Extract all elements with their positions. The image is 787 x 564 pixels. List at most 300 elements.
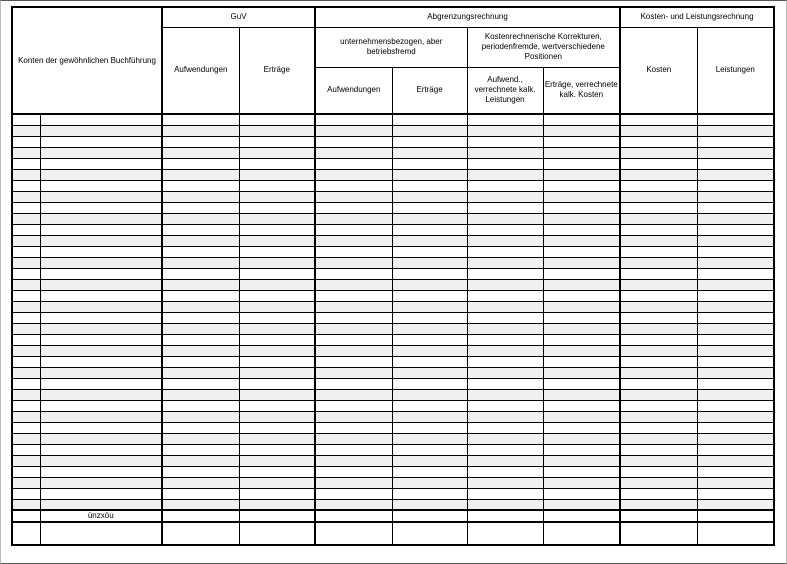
empty-cell	[620, 257, 697, 268]
empty-cell	[392, 422, 467, 433]
empty-cell	[620, 455, 697, 466]
empty-cell	[162, 444, 239, 455]
empty-cell	[315, 147, 392, 158]
empty-cell	[239, 411, 315, 422]
empty-cell	[543, 455, 620, 466]
empty-cell	[162, 411, 239, 422]
empty-cell	[315, 411, 392, 422]
empty-cell	[543, 114, 620, 125]
empty-cell	[315, 444, 392, 455]
empty-cell	[239, 180, 315, 191]
empty-cell	[40, 444, 162, 455]
empty-cell	[239, 466, 315, 477]
empty-cell	[239, 246, 315, 257]
empty-cell	[467, 290, 543, 301]
empty-cell	[12, 312, 40, 323]
empty-cell	[12, 411, 40, 422]
table-row	[12, 422, 774, 433]
empty-cell	[467, 356, 543, 367]
empty-cell	[392, 147, 467, 158]
empty-cell	[620, 499, 697, 510]
empty-cell	[467, 224, 543, 235]
empty-cell	[697, 158, 774, 169]
empty-cell	[543, 202, 620, 213]
empty-cell	[697, 147, 774, 158]
empty-cell	[392, 235, 467, 246]
empty-cell	[315, 522, 392, 545]
empty-cell	[315, 158, 392, 169]
table-row	[12, 389, 774, 400]
empty-cell	[467, 433, 543, 444]
empty-cell	[620, 411, 697, 422]
empty-cell	[620, 191, 697, 202]
empty-cell	[315, 499, 392, 510]
empty-cell	[697, 522, 774, 545]
empty-cell	[40, 136, 162, 147]
empty-cell	[40, 411, 162, 422]
table-row	[12, 213, 774, 224]
empty-cell	[162, 191, 239, 202]
empty-cell	[392, 389, 467, 400]
empty-cell	[12, 367, 40, 378]
empty-cell	[697, 180, 774, 191]
table-footer	[12, 510, 774, 545]
empty-cell	[543, 389, 620, 400]
empty-cell	[40, 202, 162, 213]
empty-cell	[40, 400, 162, 411]
empty-cell	[697, 466, 774, 477]
empty-cell	[620, 510, 697, 522]
empty-cell	[392, 301, 467, 312]
empty-cell	[162, 224, 239, 235]
empty-cell	[392, 356, 467, 367]
empty-cell	[543, 433, 620, 444]
empty-cell	[162, 510, 239, 522]
empty-cell	[543, 246, 620, 257]
empty-cell	[392, 257, 467, 268]
empty-cell	[543, 356, 620, 367]
empty-cell	[620, 323, 697, 334]
empty-cell	[467, 367, 543, 378]
empty-cell	[620, 169, 697, 180]
empty-cell	[315, 169, 392, 180]
empty-cell	[697, 191, 774, 202]
empty-cell	[467, 477, 543, 488]
empty-cell	[543, 136, 620, 147]
empty-cell	[467, 268, 543, 279]
table-row	[12, 114, 774, 125]
empty-cell	[239, 334, 315, 345]
empty-cell	[162, 323, 239, 334]
empty-cell	[162, 202, 239, 213]
empty-cell	[12, 191, 40, 202]
empty-cell	[40, 345, 162, 356]
empty-cell	[543, 158, 620, 169]
empty-cell	[697, 367, 774, 378]
empty-cell	[543, 510, 620, 522]
empty-cell	[620, 136, 697, 147]
empty-cell	[162, 378, 239, 389]
table-row	[12, 433, 774, 444]
empty-cell	[40, 114, 162, 125]
table-row	[12, 224, 774, 235]
empty-cell	[392, 411, 467, 422]
empty-cell	[467, 378, 543, 389]
empty-cell	[467, 488, 543, 499]
table-row	[12, 334, 774, 345]
empty-cell	[697, 312, 774, 323]
empty-cell	[162, 213, 239, 224]
empty-cell	[392, 367, 467, 378]
empty-cell	[315, 125, 392, 136]
empty-cell	[162, 466, 239, 477]
empty-cell	[543, 257, 620, 268]
empty-cell	[697, 224, 774, 235]
empty-cell	[40, 279, 162, 290]
empty-cell	[697, 455, 774, 466]
empty-cell	[392, 268, 467, 279]
empty-cell	[392, 202, 467, 213]
empty-cell	[620, 477, 697, 488]
empty-cell	[392, 125, 467, 136]
empty-cell	[12, 114, 40, 125]
header-ertraege-kalk-kosten: Erträge, verrechnete kalk. Kosten	[543, 67, 620, 114]
empty-cell	[315, 334, 392, 345]
empty-cell	[162, 301, 239, 312]
empty-cell	[315, 268, 392, 279]
empty-cell	[392, 191, 467, 202]
empty-cell	[12, 345, 40, 356]
empty-cell	[697, 411, 774, 422]
empty-cell	[239, 444, 315, 455]
empty-cell	[239, 114, 315, 125]
empty-cell	[392, 312, 467, 323]
empty-cell	[40, 499, 162, 510]
empty-cell	[162, 488, 239, 499]
empty-cell	[697, 356, 774, 367]
empty-cell	[543, 378, 620, 389]
empty-cell	[239, 312, 315, 323]
empty-cell	[697, 290, 774, 301]
empty-cell	[392, 114, 467, 125]
empty-cell	[315, 356, 392, 367]
empty-cell	[315, 378, 392, 389]
empty-cell	[543, 367, 620, 378]
empty-cell	[239, 323, 315, 334]
empty-cell	[543, 235, 620, 246]
empty-cell	[315, 367, 392, 378]
table-row	[12, 125, 774, 136]
table-row	[12, 466, 774, 477]
header-guv-ertraege: Erträge	[239, 27, 315, 114]
empty-cell	[467, 202, 543, 213]
empty-cell	[40, 246, 162, 257]
empty-cell	[315, 433, 392, 444]
table-row	[12, 191, 774, 202]
empty-cell	[467, 301, 543, 312]
empty-cell	[239, 345, 315, 356]
empty-cell	[620, 158, 697, 169]
empty-cell	[12, 433, 40, 444]
header-abgr-ertraege: Erträge	[392, 67, 467, 114]
table-row	[12, 312, 774, 323]
empty-cell	[12, 400, 40, 411]
empty-cell	[315, 224, 392, 235]
empty-cell	[392, 400, 467, 411]
empty-cell	[543, 411, 620, 422]
empty-cell	[12, 136, 40, 147]
empty-cell	[315, 290, 392, 301]
empty-cell	[239, 400, 315, 411]
empty-cell	[40, 466, 162, 477]
empty-cell	[543, 422, 620, 433]
empty-cell	[40, 147, 162, 158]
empty-cell	[467, 257, 543, 268]
empty-cell	[12, 301, 40, 312]
header-row-groups	[12, 7, 774, 27]
empty-cell	[392, 180, 467, 191]
empty-cell	[162, 147, 239, 158]
empty-cell	[315, 466, 392, 477]
empty-cell	[620, 356, 697, 367]
empty-cell	[467, 323, 543, 334]
empty-cell	[162, 422, 239, 433]
header-aufwend-kalk-leistungen: Aufwend., verrechnete kalk. Leistungen	[467, 67, 543, 114]
empty-cell	[162, 169, 239, 180]
empty-cell	[12, 510, 40, 522]
empty-cell	[315, 213, 392, 224]
empty-cell	[467, 499, 543, 510]
empty-cell	[620, 114, 697, 125]
empty-cell	[467, 466, 543, 477]
table-row	[12, 499, 774, 510]
empty-cell	[697, 301, 774, 312]
empty-cell	[315, 323, 392, 334]
table-row	[12, 169, 774, 180]
empty-cell	[392, 323, 467, 334]
empty-cell	[543, 268, 620, 279]
empty-cell	[697, 202, 774, 213]
empty-cell	[467, 125, 543, 136]
empty-cell	[543, 147, 620, 158]
empty-cell	[162, 246, 239, 257]
empty-cell	[543, 180, 620, 191]
empty-cell	[392, 477, 467, 488]
empty-cell	[315, 257, 392, 268]
empty-cell	[620, 433, 697, 444]
empty-cell	[162, 180, 239, 191]
empty-cell	[162, 114, 239, 125]
empty-cell	[12, 147, 40, 158]
empty-cell	[40, 235, 162, 246]
empty-cell	[12, 488, 40, 499]
empty-cell	[467, 389, 543, 400]
empty-cell	[467, 312, 543, 323]
empty-cell	[543, 477, 620, 488]
empty-cell	[543, 334, 620, 345]
empty-cell	[392, 499, 467, 510]
empty-cell	[239, 290, 315, 301]
empty-cell	[392, 510, 467, 522]
empty-cell	[543, 125, 620, 136]
footer-note: ünzxöu	[40, 510, 162, 522]
empty-cell	[620, 246, 697, 257]
empty-cell	[697, 389, 774, 400]
empty-cell	[12, 334, 40, 345]
empty-cell	[12, 389, 40, 400]
empty-cell	[620, 466, 697, 477]
empty-cell	[467, 400, 543, 411]
empty-cell	[543, 400, 620, 411]
empty-cell	[467, 334, 543, 345]
empty-cell	[697, 246, 774, 257]
empty-cell	[697, 378, 774, 389]
empty-cell	[467, 522, 543, 545]
empty-cell	[239, 158, 315, 169]
empty-cell	[543, 290, 620, 301]
empty-cell	[40, 488, 162, 499]
table-row	[12, 202, 774, 213]
empty-cell	[239, 389, 315, 400]
table-row	[12, 268, 774, 279]
empty-cell	[12, 466, 40, 477]
header-abgrenzungsrechnung: Abgrenzungsrechnung	[315, 7, 620, 27]
table-row	[12, 455, 774, 466]
empty-cell	[162, 290, 239, 301]
empty-cell	[543, 169, 620, 180]
empty-cell	[697, 323, 774, 334]
empty-cell	[315, 301, 392, 312]
empty-cell	[239, 422, 315, 433]
empty-cell	[620, 147, 697, 158]
empty-cell	[40, 169, 162, 180]
empty-cell	[467, 279, 543, 290]
empty-cell	[467, 510, 543, 522]
empty-cell	[543, 224, 620, 235]
empty-cell	[315, 400, 392, 411]
empty-cell	[467, 422, 543, 433]
empty-cell	[239, 522, 315, 545]
empty-cell	[697, 334, 774, 345]
empty-cell	[467, 158, 543, 169]
empty-cell	[620, 389, 697, 400]
footer-total-row	[12, 522, 774, 545]
empty-cell	[392, 136, 467, 147]
empty-cell	[162, 455, 239, 466]
empty-cell	[162, 125, 239, 136]
empty-cell	[12, 125, 40, 136]
table-row	[12, 136, 774, 147]
empty-cell	[12, 257, 40, 268]
empty-cell	[40, 224, 162, 235]
table-row	[12, 367, 774, 378]
empty-cell	[40, 290, 162, 301]
empty-cell	[12, 169, 40, 180]
header-kosten: Kosten	[620, 27, 697, 114]
empty-cell	[697, 169, 774, 180]
empty-cell	[239, 136, 315, 147]
empty-cell	[620, 367, 697, 378]
empty-cell	[315, 246, 392, 257]
empty-cell	[543, 488, 620, 499]
empty-cell	[162, 389, 239, 400]
empty-cell	[40, 334, 162, 345]
empty-cell	[392, 466, 467, 477]
empty-cell	[315, 455, 392, 466]
table-row	[12, 147, 774, 158]
empty-cell	[620, 422, 697, 433]
empty-cell	[315, 235, 392, 246]
table-row	[12, 378, 774, 389]
empty-cell	[162, 367, 239, 378]
empty-cell	[315, 389, 392, 400]
empty-cell	[392, 488, 467, 499]
empty-cell	[620, 290, 697, 301]
empty-cell	[620, 202, 697, 213]
empty-cell	[239, 257, 315, 268]
empty-cell	[697, 477, 774, 488]
empty-cell	[239, 235, 315, 246]
empty-cell	[40, 522, 162, 545]
table-header	[12, 7, 774, 114]
empty-cell	[467, 444, 543, 455]
empty-cell	[40, 367, 162, 378]
empty-cell	[467, 147, 543, 158]
table-row	[12, 279, 774, 290]
empty-cell	[467, 114, 543, 125]
empty-cell	[162, 268, 239, 279]
empty-cell	[697, 213, 774, 224]
header-abgr-aufwendungen: Aufwendungen	[315, 67, 392, 114]
empty-cell	[543, 466, 620, 477]
empty-cell	[620, 235, 697, 246]
empty-cell	[162, 522, 239, 545]
empty-cell	[697, 422, 774, 433]
empty-cell	[543, 312, 620, 323]
empty-cell	[543, 345, 620, 356]
empty-cell	[620, 522, 697, 545]
empty-cell	[12, 444, 40, 455]
empty-cell	[40, 125, 162, 136]
empty-cell	[620, 268, 697, 279]
table-row	[12, 235, 774, 246]
empty-cell	[620, 334, 697, 345]
empty-cell	[40, 180, 162, 191]
table-row	[12, 257, 774, 268]
empty-cell	[697, 444, 774, 455]
empty-cell	[162, 257, 239, 268]
empty-cell	[697, 488, 774, 499]
empty-cell	[239, 367, 315, 378]
header-guv: GuV	[162, 7, 315, 27]
empty-cell	[697, 136, 774, 147]
empty-cell	[239, 213, 315, 224]
empty-cell	[392, 224, 467, 235]
empty-cell	[392, 290, 467, 301]
empty-cell	[162, 235, 239, 246]
table-row	[12, 345, 774, 356]
empty-cell	[239, 455, 315, 466]
empty-cell	[162, 136, 239, 147]
empty-cell	[697, 235, 774, 246]
empty-cell	[620, 400, 697, 411]
empty-cell	[697, 499, 774, 510]
empty-cell	[239, 433, 315, 444]
table-row	[12, 444, 774, 455]
empty-cell	[239, 356, 315, 367]
table-row	[12, 400, 774, 411]
empty-cell	[12, 378, 40, 389]
